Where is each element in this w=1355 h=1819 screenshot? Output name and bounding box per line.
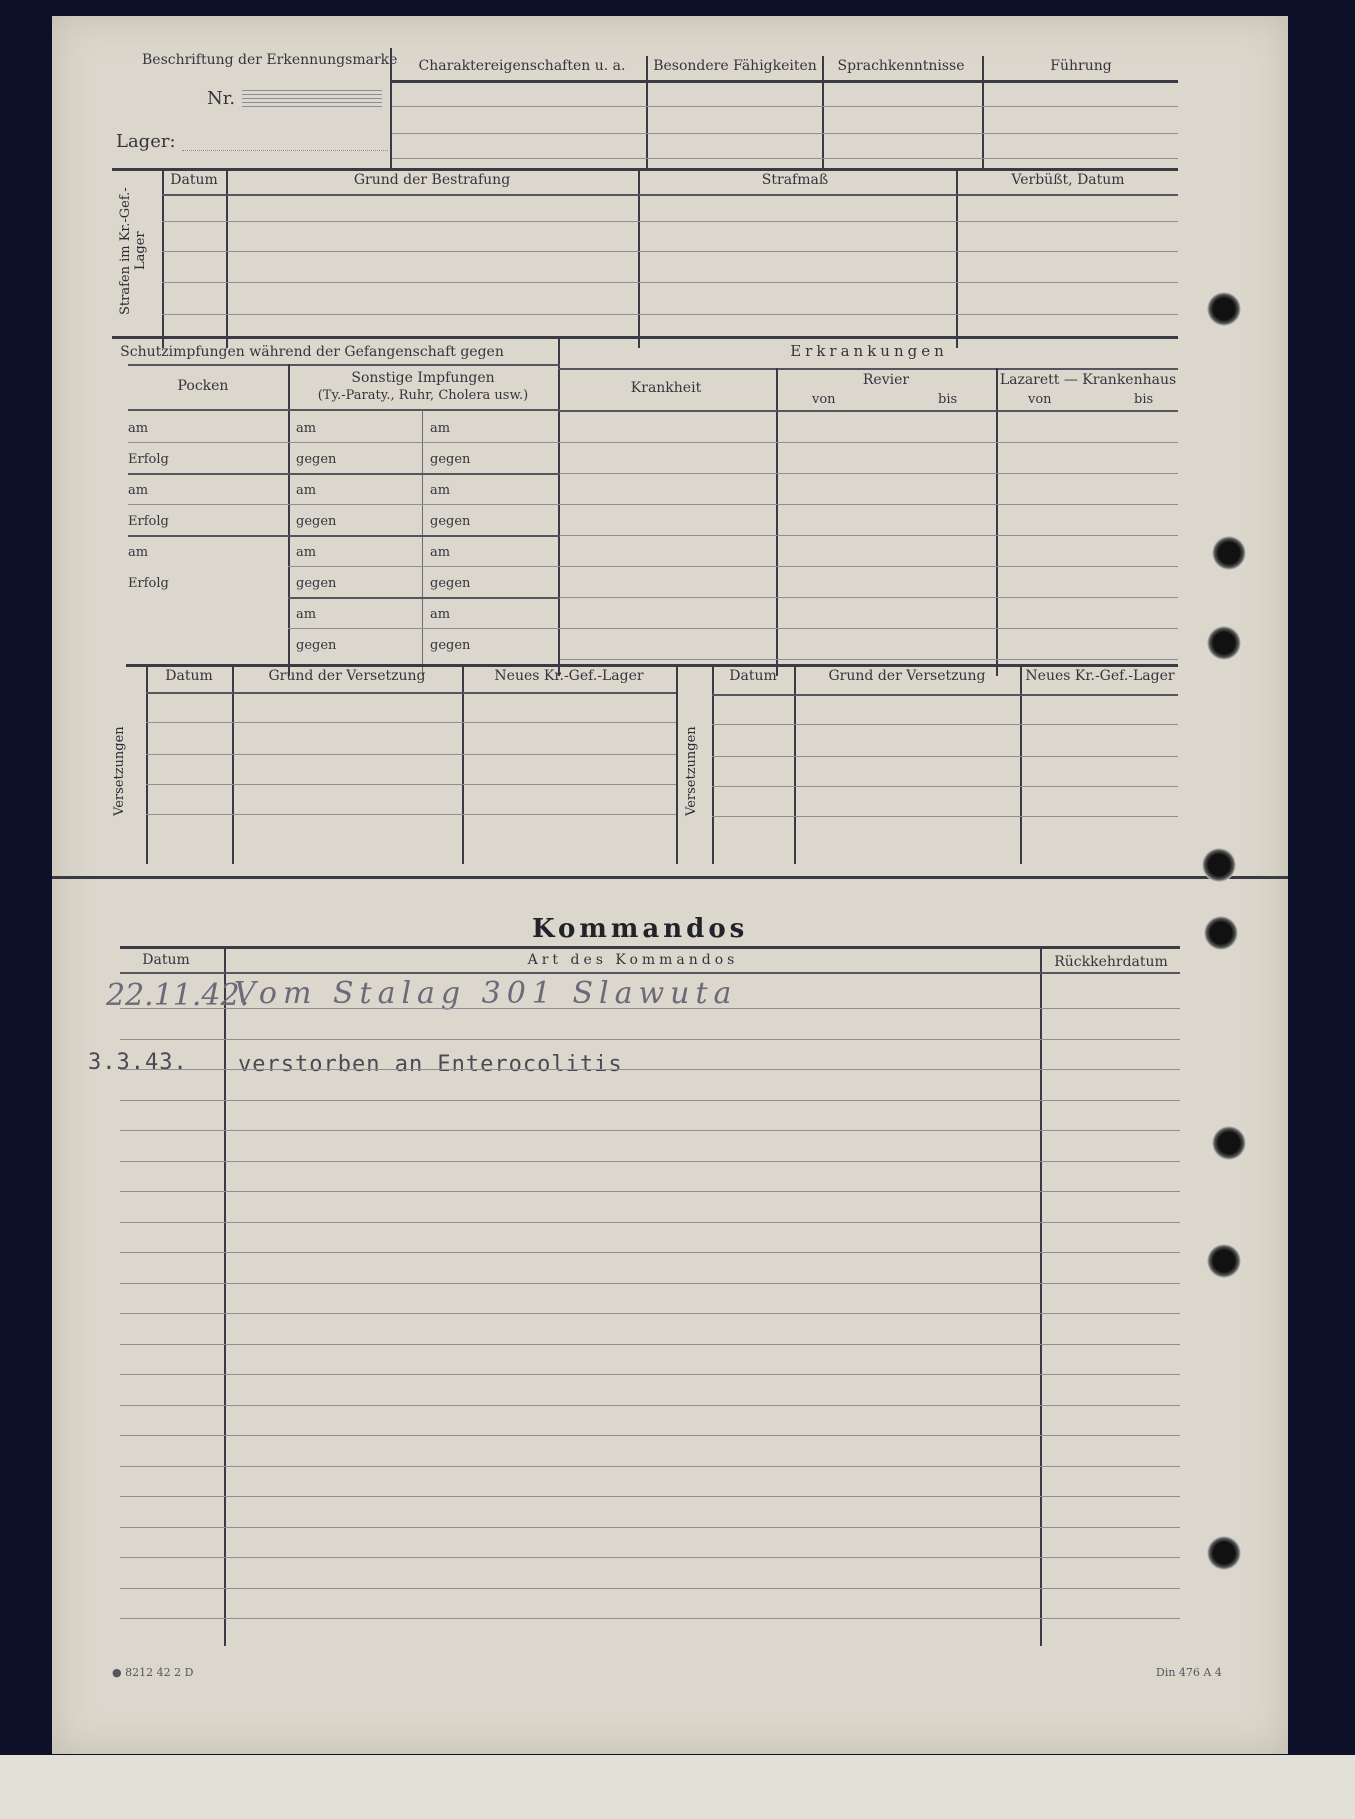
kommandos-col-art: Art des Kommandos [527, 952, 739, 968]
vers-left-lager: Neues Kr.-Gef.-Lager [494, 668, 644, 684]
lazarett-bis: bis [1134, 392, 1154, 407]
impf-r1-c2: gegen [430, 452, 471, 467]
rule-line [120, 1039, 1180, 1040]
impf-r1-c0: Erfolg [128, 452, 169, 467]
impf-r0-c2: am [430, 421, 451, 436]
versetzungen-side-label-left: Versetzungen [112, 726, 127, 816]
impf-r5-c0: Erfolg [128, 576, 169, 591]
nr-label: Nr. [207, 88, 236, 109]
vers-left-grund: Grund der Versetzung [268, 668, 426, 684]
impf-r7-c1: gegen [296, 638, 337, 653]
revier-bis: bis [938, 392, 958, 407]
impf-r0-c1: am [296, 421, 317, 436]
punch-hole-icon [1202, 848, 1236, 882]
document-sheet [52, 16, 1288, 1754]
kommando-entry-2-datum: 3.3.43. [88, 1050, 188, 1075]
rule-line [120, 1100, 1180, 1101]
rule-line [120, 1161, 1180, 1162]
rule-line [120, 1466, 1180, 1467]
col-faehigkeiten: Besondere Fähigkeiten [653, 58, 817, 74]
print-mark-icon: ● [112, 1666, 122, 1679]
kommandos-col-rueckkehr: Rückkehrdatum [1054, 954, 1168, 970]
versetzungen-side-label-right: Versetzungen [684, 726, 699, 816]
nr-field [242, 90, 382, 108]
col-charakter: Charaktereigenschaften u. a. [418, 58, 626, 74]
rule-line [120, 1344, 1180, 1345]
rule-line [120, 1405, 1180, 1406]
impf-r2-c2: am [430, 483, 451, 498]
impf-r1-c1: gegen [296, 452, 337, 467]
impf-r3-c2: gegen [430, 514, 471, 529]
rule-line [120, 1588, 1180, 1589]
erkennungsmarke-label: Beschriftung der Erkennungsmarke [142, 52, 398, 68]
punch-hole-icon [1207, 292, 1241, 326]
rule-line [120, 1252, 1180, 1253]
pocken-label: Pocken [177, 378, 229, 394]
vers-right-datum: Datum [729, 668, 777, 684]
vers-right-lager: Neues Kr.-Gef.-Lager [1025, 668, 1175, 684]
strafen-col-datum: Datum [170, 172, 218, 188]
print-code: 8212 42 2 D [125, 1666, 194, 1679]
rule-line [120, 1283, 1180, 1284]
print-mark [112, 1666, 193, 1679]
rule-line [120, 1008, 1180, 1009]
impf-r5-c2: gegen [430, 576, 471, 591]
impf-r7-c2: gegen [430, 638, 471, 653]
din-format: Din 476 A 4 [1156, 1666, 1222, 1679]
rule-line [120, 1313, 1180, 1314]
kommandos-title: Kommandos [532, 914, 749, 944]
kommando-entry-1-art: Vom Stalag 301 Slawuta [234, 976, 738, 1011]
strafen-col-strafmass: Strafmaß [761, 172, 829, 188]
punch-hole-icon [1207, 1244, 1241, 1278]
rule-line [120, 1496, 1180, 1497]
lager-label: Lager: [116, 131, 176, 152]
impf-r3-c1: gegen [296, 514, 337, 529]
lazarett-von: von [1028, 392, 1052, 407]
punch-hole-icon [1212, 1126, 1246, 1160]
strafen-col-grund: Grund der Bestrafung [353, 172, 511, 188]
kommandos-col-datum: Datum [142, 952, 190, 968]
rule-line [120, 1374, 1180, 1375]
sonstige-label-1: Sonstige Impfungen [351, 370, 495, 386]
rule-line [120, 1618, 1180, 1619]
impf-r4-c0: am [128, 545, 149, 560]
impf-r4-c2: am [430, 545, 451, 560]
impf-r2-c1: am [296, 483, 317, 498]
lager-field [182, 150, 388, 151]
vers-left-datum: Datum [165, 668, 213, 684]
col-sprachkenntnisse: Sprachkenntnisse [837, 58, 965, 74]
rule-line [120, 1130, 1180, 1131]
rule-line [120, 1435, 1180, 1436]
rule-line [120, 1222, 1180, 1223]
impf-r5-c1: gegen [296, 576, 337, 591]
rule-line [120, 1191, 1180, 1192]
erkrankungen-title: Erkrankungen [790, 342, 948, 360]
kommando-entry-1-datum: 22.11.42. [106, 978, 250, 1013]
col-fuehrung: Führung [1050, 58, 1112, 74]
punch-hole-icon [1207, 1536, 1241, 1570]
rule-line [120, 1527, 1180, 1528]
sonstige-label-2: (Ty.-Paraty., Ruhr, Cholera usw.) [317, 388, 529, 403]
rule-line [120, 1557, 1180, 1558]
impf-r6-c1: am [296, 607, 317, 622]
punch-hole-icon [1212, 536, 1246, 570]
kommando-entry-2-art: verstorben an Enterocolitis [238, 1052, 623, 1077]
lazarett-label: Lazarett — Krankenhaus [999, 372, 1177, 388]
vers-right-grund: Grund der Versetzung [828, 668, 986, 684]
krankheit-label: Krankheit [630, 380, 702, 396]
strafen-side-label: Strafen im Kr.-Gef.-Lager [118, 187, 148, 315]
scan-bottom-border [0, 1755, 1355, 1819]
punch-hole-icon [1207, 626, 1241, 660]
impf-r3-c0: Erfolg [128, 514, 169, 529]
impf-r2-c0: am [128, 483, 149, 498]
impf-r6-c2: am [430, 607, 451, 622]
rule-line [120, 1069, 1180, 1070]
revier-label: Revier [862, 372, 910, 388]
revier-von: von [812, 392, 836, 407]
impf-r0-c0: am [128, 421, 149, 436]
strafen-col-verbuesst: Verbüßt, Datum [1011, 172, 1125, 188]
impfungen-title: Schutzimpfungen während der Gefangenschaft gegen [120, 344, 504, 360]
punch-hole-icon [1204, 916, 1238, 950]
impf-r4-c1: am [296, 545, 317, 560]
